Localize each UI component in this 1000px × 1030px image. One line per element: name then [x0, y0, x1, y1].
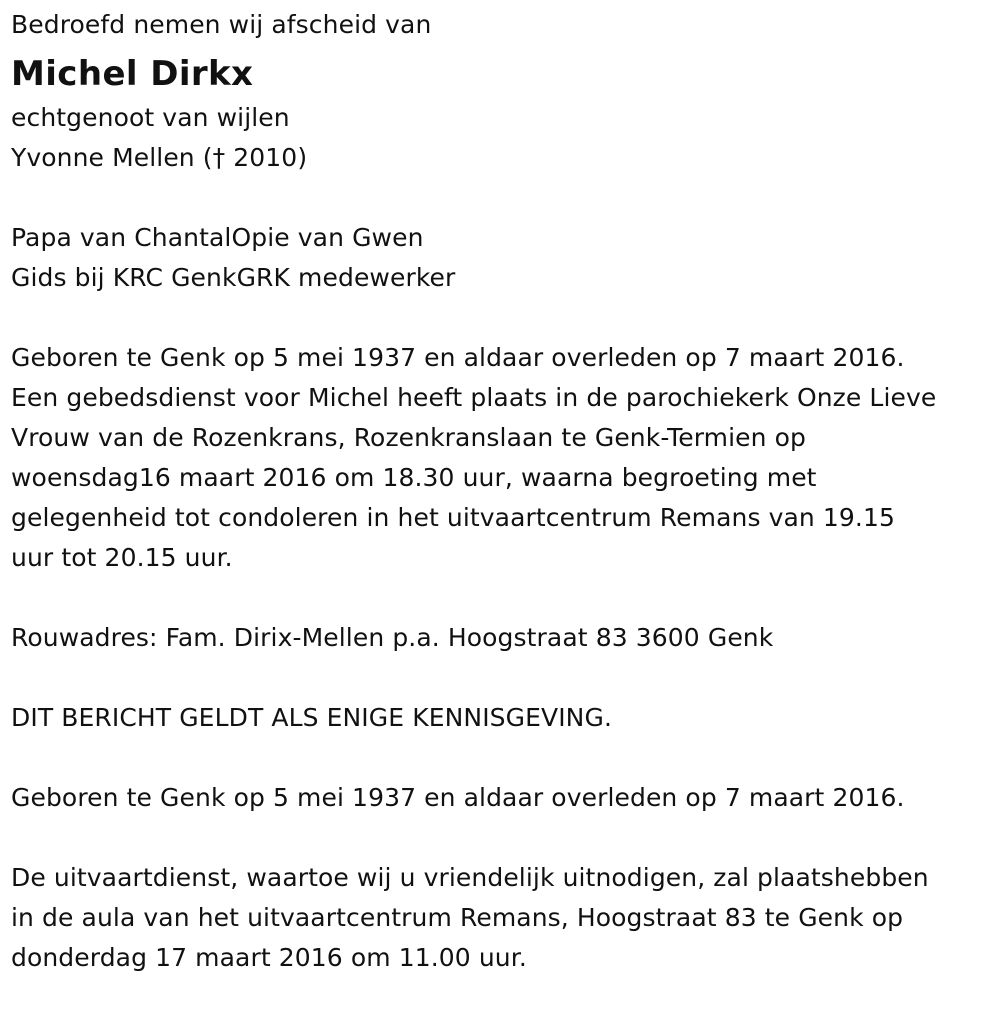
- funeral-line: De uitvaartdienst, waartoe wij u vriendelijk uitnodigen, zal plaatshebben: [11, 863, 929, 892]
- deceased-name: Michel Dirkx: [11, 54, 254, 94]
- mourning-address: Rouwadres: Fam. Dirix-Mellen p.a. Hoogstraat 83 3600 Genk: [11, 623, 774, 652]
- role-line: Gids bij KRC GenkGRK medewerker: [11, 263, 456, 292]
- intro-text: Bedroefd nemen wij afscheid van: [11, 10, 432, 39]
- spouse-line-1: echtgenoot van wijlen: [11, 103, 290, 132]
- prayer-line: gelegenheid tot condoleren in het uitvaartcentrum Remans van 19.15: [11, 503, 895, 532]
- obituary-text: [11, 0, 991, 978]
- spouse-line-2: Yvonne Mellen († 2010): [11, 143, 308, 172]
- spacer: [11, 658, 991, 698]
- spacer: [11, 818, 991, 858]
- prayer-line: Geboren te Genk op 5 mei 1937 en aldaar overleden op 7 maart 2016.: [11, 343, 905, 372]
- prayer-line: Een gebedsdienst voor Michel heeft plaats in de parochiekerk Onze Lieve: [11, 383, 937, 412]
- notice-text: DIT BERICHT GELDT ALS ENIGE KENNISGEVING.: [11, 703, 612, 732]
- spacer: [11, 298, 991, 338]
- prayer-line: uur tot 20.15 uur.: [11, 543, 233, 572]
- prayer-line: Vrouw van de Rozenkrans, Rozenkranslaan te Genk-Termien op: [11, 423, 807, 452]
- funeral-line: donderdag 17 maart 2016 om 11.00 uur.: [11, 943, 527, 972]
- spacer: [11, 578, 991, 618]
- birth-death-line: Geboren te Genk op 5 mei 1937 en aldaar overleden op 7 maart 2016.: [11, 783, 905, 812]
- prayer-line: woensdag16 maart 2016 om 18.30 uur, waarna begroeting met: [11, 463, 817, 492]
- spacer: [11, 738, 991, 778]
- role-line: Papa van ChantalOpie van Gwen: [11, 223, 424, 252]
- funeral-line: in de aula van het uitvaartcentrum Remans, Hoogstraat 83 te Genk op: [11, 903, 904, 932]
- spacer: [11, 178, 991, 218]
